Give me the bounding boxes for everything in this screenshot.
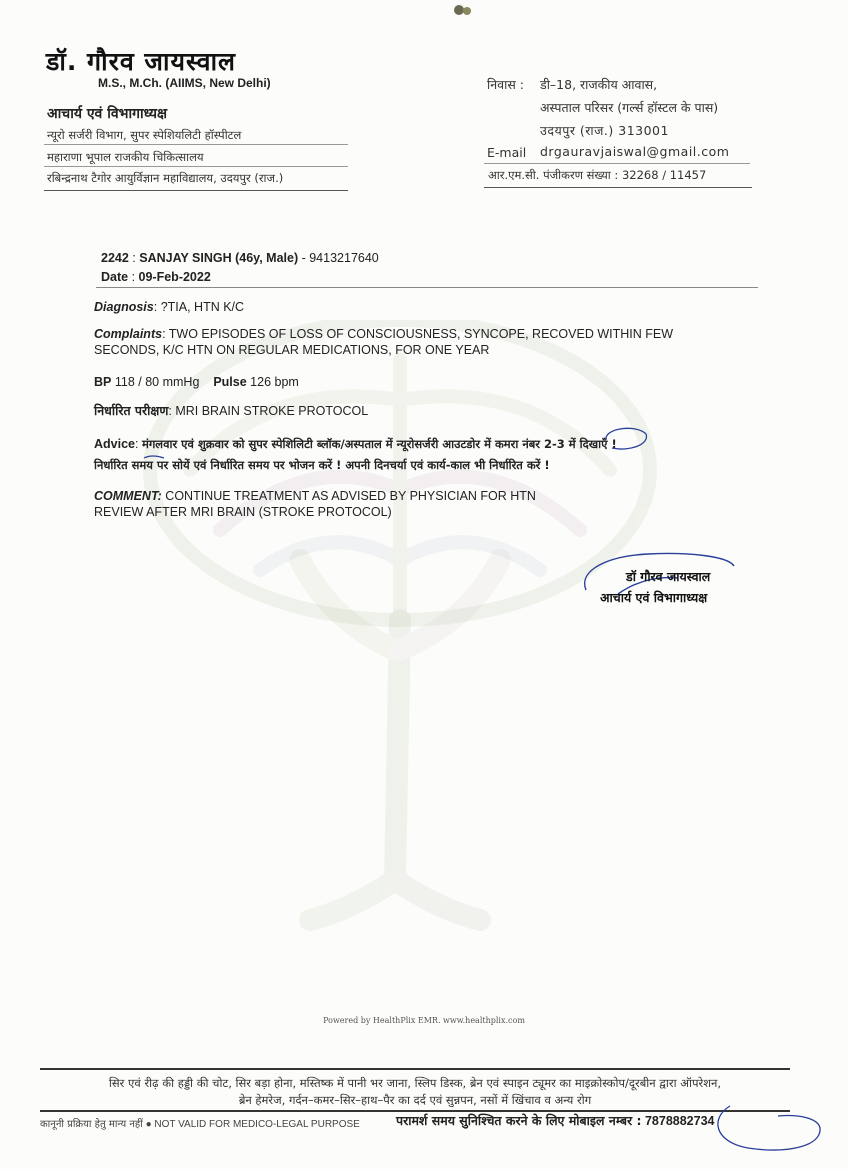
vitals-row	[94, 374, 299, 390]
header-left-rule-2	[44, 166, 348, 167]
comment-line-1: CONTINUE TREATMENT AS ADVISED BY PHYSICIAN FOR HTN	[165, 489, 536, 503]
comment-block	[94, 488, 536, 520]
advice-label: Advice	[94, 437, 135, 451]
patient-phone: - 9413217640	[301, 251, 379, 265]
diagnosis-value: : ?TIA, HTN K/C	[153, 300, 245, 314]
advice-block: Advice: मंगलवार एवं शुक्रवार को सुपर स्पेशिलिटी ब्लॉक/अस्पताल में न्यूरोसर्जरी आउटडोर में कमरा नंबर 2-3 में दिखाएँ ! निर्धारित समय पर सोयें एवं निर्धारित समय पर भोजन करें ! अपनी दिनचर्या एवं कार्य-काल भी निर्धारित करें !	[94, 434, 617, 476]
prescription-date: 09-Feb-2022	[138, 270, 211, 284]
residence-line-2: अस्पताल परिसर (गर्ल्स हॉस्टल के पास)	[540, 100, 719, 115]
registration-number: आर.एम.सी. पंजीकरण संख्या : 32268 / 11457	[488, 168, 707, 182]
legal-disclaimer-hindi: कानूनी प्रक्रिया हेतु मान्य नहीं	[40, 1119, 143, 1130]
header-left-rule-3	[44, 190, 348, 191]
footer-rule-top	[40, 1068, 790, 1070]
patient-line: 2242 : SANJAY SINGH (46y, Male) - 9413217640	[101, 251, 379, 265]
email-label: E-mail	[487, 145, 527, 160]
patient-name: SANJAY SINGH (46y, Male)	[139, 251, 299, 265]
signatory-designation: आचार्य एवं विभागाध्यक्ष	[600, 590, 708, 605]
mobile-number: 7878882734	[644, 1114, 715, 1128]
mobile-number-circle-mark	[708, 1098, 824, 1158]
department-line: न्यूरो सर्जरी विभाग, सुपर स्पेशियलिटी हॉस्पीटल	[47, 128, 242, 142]
complaints-line-1: : TWO EPISODES OF LOSS OF CONSCIOUSNESS, SYNCOPE, RECOVED WITHIN FEW	[162, 327, 674, 341]
mobile-contact	[396, 1112, 715, 1129]
pulse-label: Pulse	[213, 375, 247, 389]
investigation-row	[94, 403, 368, 419]
pulse-value: 126 bpm	[250, 375, 299, 389]
complaints-line-2: SECONDS, K/C HTN ON REGULAR MEDICATIONS, FOR ONE YEAR	[94, 343, 490, 357]
footer-services-line-2: ब्रेन हेमरेज, गर्दन–कमर–सिर–हाथ–पैर का दर्द एवं सुन्नपन, नसों में खिंचाव व अन्य रोग	[238, 1093, 592, 1107]
mobile-contact-label: परामर्श समय सुनिश्चित करने के लिए मोबाइल नम्बर :	[396, 1113, 642, 1128]
legal-disclaimer	[40, 1116, 360, 1130]
residence-line-3: उदयपुर (राज.) 313001	[540, 123, 669, 138]
footer-services-line-1: सिर एवं रीढ़ की हड्डी की चोट, सिर बड़ा होना, मस्तिष्क में पानी भर जाना, स्लिप डिस्क, ब्रेन एवं स्पाइन ट्यूमर का माइक्रोस्कोप/दूरबीन द्वारा ऑपरेशन,	[108, 1076, 722, 1090]
residence-line-1: डी–18, राजकीय आवास,	[540, 77, 658, 92]
advice-line-1: मंगलवार एवं शुक्रवार को सुपर स्पेशिलिटी ब्लॉक/अस्पताल में न्यूरोसर्जरी आउटडोर में कमरा नंबर 2-3 में दिखाएँ !	[141, 437, 617, 451]
complaints-row	[94, 326, 673, 358]
powered-by-text: Powered by HealthPlix EMR. www.healthplix.com	[323, 1016, 525, 1025]
email-address: drgauravjaiswal@gmail.com	[540, 144, 730, 159]
comment-line-2: REVIEW AFTER MRI BRAIN (STROKE PROTOCOL)	[94, 505, 392, 519]
patient-id: 2242	[101, 251, 129, 265]
bp-label: BP	[94, 375, 112, 389]
bp-unit: mmHg	[162, 375, 200, 389]
hospital-line: महाराणा भूपाल राजकीय चिकित्सालय	[47, 150, 204, 164]
doctor-qualification: M.S., M.Ch. (AIIMS, New Delhi)	[98, 76, 271, 90]
investigation-label: निर्धारित परीक्षण	[94, 403, 169, 418]
advice-line-2: निर्धारित समय पर सोयें एवं निर्धारित समय पर भोजन करें ! अपनी दिनचर्या एवं कार्य-काल भी निर्धारित करें !	[94, 458, 550, 472]
advice-underline-mark	[142, 452, 166, 462]
header-right-rule-2	[484, 187, 752, 188]
doctor-designation: आचार्य एवं विभागाध्यक्ष	[47, 106, 168, 122]
header-right-rule-1	[484, 163, 750, 164]
legal-disclaimer-english: ● NOT VALID FOR MEDICO-LEGAL PURPOSE	[145, 1119, 360, 1130]
comment-label: COMMENT:	[94, 489, 162, 503]
date-label: Date	[101, 270, 129, 284]
doctor-name: डॉ. गौरव जायस्वाल	[46, 47, 237, 76]
investigation-value: : MRI BRAIN STROKE PROTOCOL	[168, 404, 369, 418]
header-left-rule-1	[44, 144, 348, 145]
residence-label: निवास :	[487, 77, 524, 92]
diagnosis-row	[94, 299, 244, 315]
room-number-circle-mark	[600, 424, 650, 454]
complaints-label: Complaints	[94, 327, 163, 341]
patient-rule	[96, 287, 758, 288]
diagnosis-label: Diagnosis	[94, 300, 154, 314]
bp-value: 118 / 80	[114, 375, 160, 389]
logo-mark-icon	[452, 2, 476, 18]
signatory-name: डॉ गौरव जायस्वाल	[626, 569, 711, 584]
college-line: रबिन्द्रनाथ टैगोर आयुर्विज्ञान महाविद्यालय, उदयपुर (राज.)	[47, 171, 284, 185]
date-line: Date : 09-Feb-2022	[101, 270, 211, 284]
